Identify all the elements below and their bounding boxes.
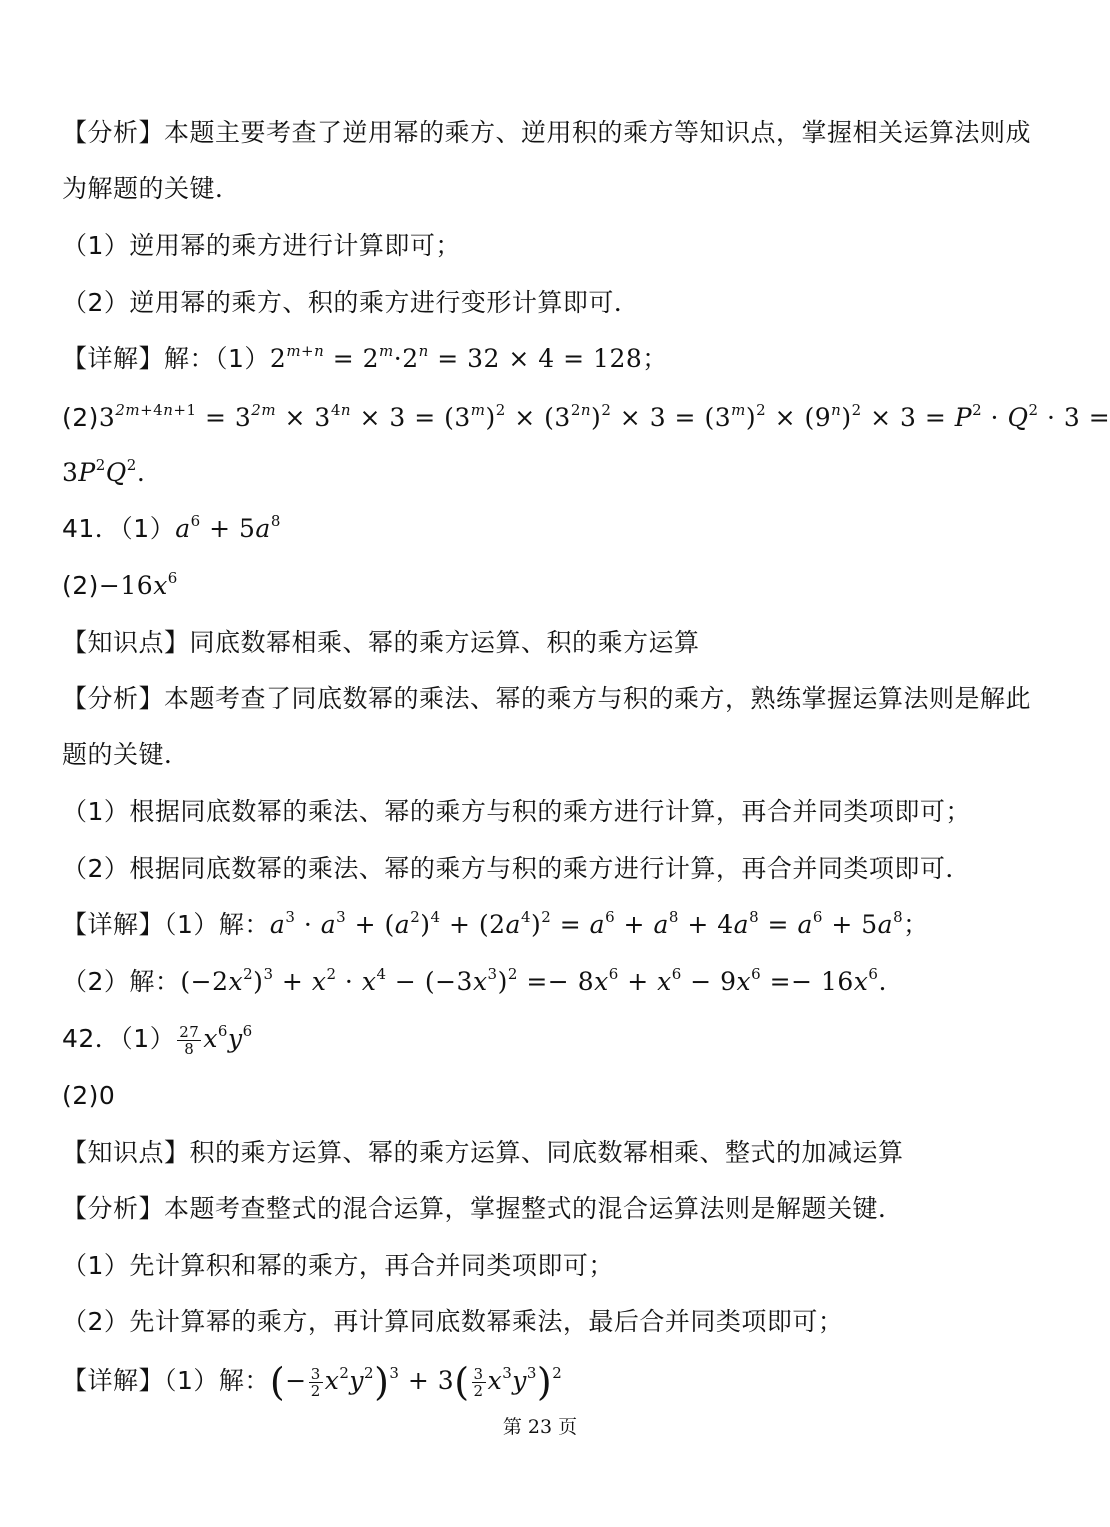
detail-line-2	[62, 401, 1110, 435]
equation: $a^6 + 5a^8$	[175, 512, 281, 543]
equation: $-16x^6$	[98, 569, 178, 600]
analysis-line-2: 为解题的关键．	[62, 174, 241, 203]
answer-41-1	[62, 512, 281, 546]
analysis-41-line-1: 【分析】本题考查了同底数幂的乘法、幂的乘方与积的乘方，熟练掌握运算法则是解此	[62, 684, 1032, 713]
detail-prefix: 【详解】（1）解：	[62, 1366, 270, 1395]
equation: $3^{2m+4n+1} = 3^{2m} \times 3^{4n} \times 3 = (3^m)^2 \times (3^{2n})^2 \times 3 = (3^m)^2 \times (9^n)^2 \times 3 = P^2 \cdot Q^2 \cdot 3$ =	[98, 401, 1110, 432]
equation: $(-2x^2)^3 + x^2 \cdot x^4 - (-3x^3)^2 =- 8x^6 + x^6 - 9x^6 =- 16x^6$.	[180, 965, 887, 996]
analysis-line-1: 【分析】本题主要考查了逆用幂的乘方、逆用积的乘方等知识点，掌握相关运算法则成	[62, 118, 1032, 147]
detail-42-1	[62, 1360, 563, 1404]
analysis-41-item-2: （2）根据同底数幂的乘法、幂的乘方与积的乘方进行计算，再合并同类项即可．	[62, 854, 971, 883]
answer-42-2: (2)0	[62, 1081, 116, 1110]
equation: $a^3 \cdot a^3 + (a^2)^4 + (2a^4)^2 = a^6 + a^8 + 4a^8 = a^6 + 5a^8$；	[269, 908, 929, 939]
fraction: $\frac{27}{8}$	[179, 1022, 200, 1058]
equation: $x^6y^6$	[203, 1022, 253, 1053]
equation: $2^{m+n} = 2^m\cdot 2^n = 32 \times 4 = 128$；	[269, 342, 668, 373]
detail-prefix: （2）解：	[62, 967, 181, 996]
analysis-41-line-2: 题的关键．	[62, 740, 190, 769]
detail-prefix: 【详解】解：（1）	[62, 344, 270, 373]
item-label: (2)	[62, 571, 99, 600]
answer-42-1	[62, 1022, 253, 1057]
knowledge-41: 【知识点】同底数幂相乘、幂的乘方运算、积的乘方运算	[62, 628, 700, 657]
detail-prefix: 【详解】（1）解：	[62, 910, 270, 939]
analysis-42-item-2: （2）先计算幂的乘方，再计算同底数幂乘法，最后合并同类项即可；	[62, 1307, 844, 1336]
analysis-42: 【分析】本题考查整式的混合运算，掌握整式的混合运算法则是解题关键．	[62, 1194, 904, 1223]
detail-line-1	[62, 342, 668, 376]
analysis-42-item-1: （1）先计算积和幂的乘方，再合并同类项即可；	[62, 1251, 614, 1280]
page-number: 第 23 页	[502, 1416, 578, 1438]
detail-41-1	[62, 908, 929, 942]
analysis-41-item-1: （1）根据同底数幂的乘法、幂的乘方与积的乘方进行计算，再合并同类项即可；	[62, 797, 971, 826]
question-number: 41．（1）	[62, 514, 176, 543]
detail-41-2	[62, 965, 887, 999]
question-number: 42．（1）	[62, 1024, 176, 1053]
detail-line-2b: $3P^2Q^2$.	[62, 456, 146, 487]
detail-prefix: (2)	[62, 403, 99, 432]
answer-41-2	[62, 569, 178, 603]
analysis-item-2: （2）逆用幂的乘方、积的乘方进行变形计算即可．	[62, 288, 640, 317]
equation: (− $\frac{3}{2}$ $x^2y^2)^3 + 3$( $\frac{3}{2}$ $x^3y^3)^2$	[269, 1360, 563, 1404]
analysis-item-1: （1）逆用幂的乘方进行计算即可；	[62, 231, 461, 260]
knowledge-42: 【知识点】积的乘方运算、幂的乘方运算、同底数幂相乘、整式的加减运算	[62, 1138, 904, 1167]
